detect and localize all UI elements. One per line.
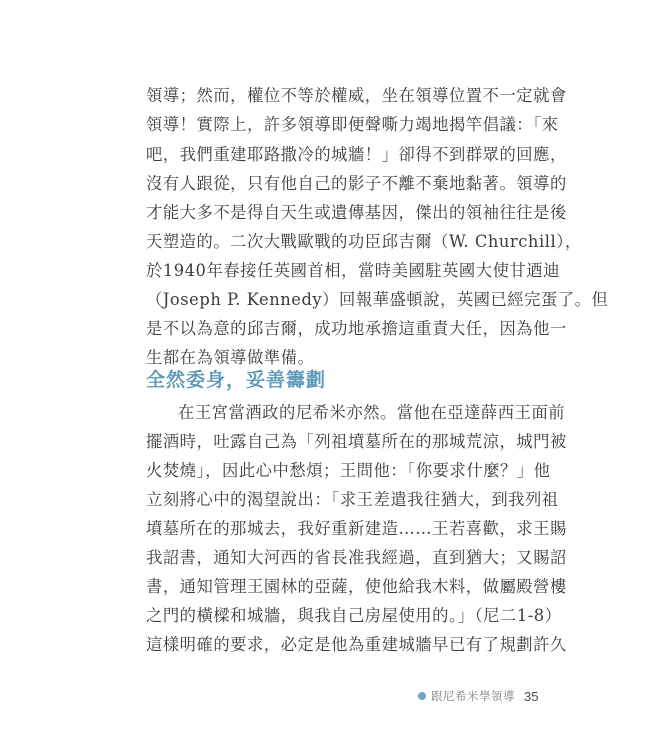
text-line: 領導；然而，權位不等於權威，坐在領導位置不一定就會	[146, 86, 567, 105]
text-line: 這樣明確的要求，必定是他為重建城牆早已有了規劃許久	[146, 635, 567, 654]
text-line: 生都在為領導做準備。	[146, 348, 315, 367]
text-line: 墳墓所在的那城去，我好重新建造……王若喜歡，求王賜	[146, 519, 567, 538]
text-line: 在王宮當酒政的尼希米亦然。當他在亞達薛西王面前	[178, 403, 566, 422]
text-line: 才能大多不是得自天生或遺傳基因，傑出的領袖往往是後	[146, 203, 567, 222]
circle-bullet-icon	[418, 692, 426, 700]
text-line: 吧，我們重建耶路撒冷的城牆！」卻得不到群眾的回應，	[146, 145, 567, 164]
running-title: 跟尼希米學領導	[431, 689, 515, 703]
page-footer	[418, 687, 538, 705]
text-line: 於1940年春接任英國首相，當時美國駐英國大使甘迺迪	[146, 261, 560, 280]
text-line: 火焚燒」，因此心中愁煩；王問他：「你要求什麼？」他	[146, 461, 551, 480]
text-line: 沒有人跟從，只有他自己的影子不離不棄地黏著。領導的	[146, 174, 567, 193]
text-line: 書，通知管理王園林的亞薩，使他給我木料，做屬殿營樓	[146, 577, 567, 596]
text-line: 我詔書，通知大河西的省長准我經過，直到猶大；又賜詔	[146, 548, 567, 567]
text-line: 立刻將心中的渴望說出：「求王差遣我往猶大，到我列祖	[146, 490, 559, 509]
text-line: 之門的橫樑和城牆，與我自己房屋使用的。」（尼二1-8）	[146, 606, 562, 625]
text-line: 天塑造的。二次大戰歐戰的功臣邱吉爾（W. Churchill），	[146, 232, 582, 251]
text-line: 領導！實際上，許多領導即便聲嘶力竭地揭竿倡議：「來	[146, 115, 559, 134]
text-line: 擺酒時，吐露自己為「列祖墳墓所在的那城荒涼，城門被	[146, 432, 567, 451]
page-number: 35	[524, 688, 539, 704]
text-line: （Joseph P. Kennedy）回報華盛頓說，英國已經完蛋了。但	[146, 290, 609, 309]
text-line: 是不以為意的邱吉爾，成功地承擔這重責大任，因為他一	[146, 319, 567, 338]
section-heading: 全然委身，妥善籌劃	[146, 369, 327, 391]
